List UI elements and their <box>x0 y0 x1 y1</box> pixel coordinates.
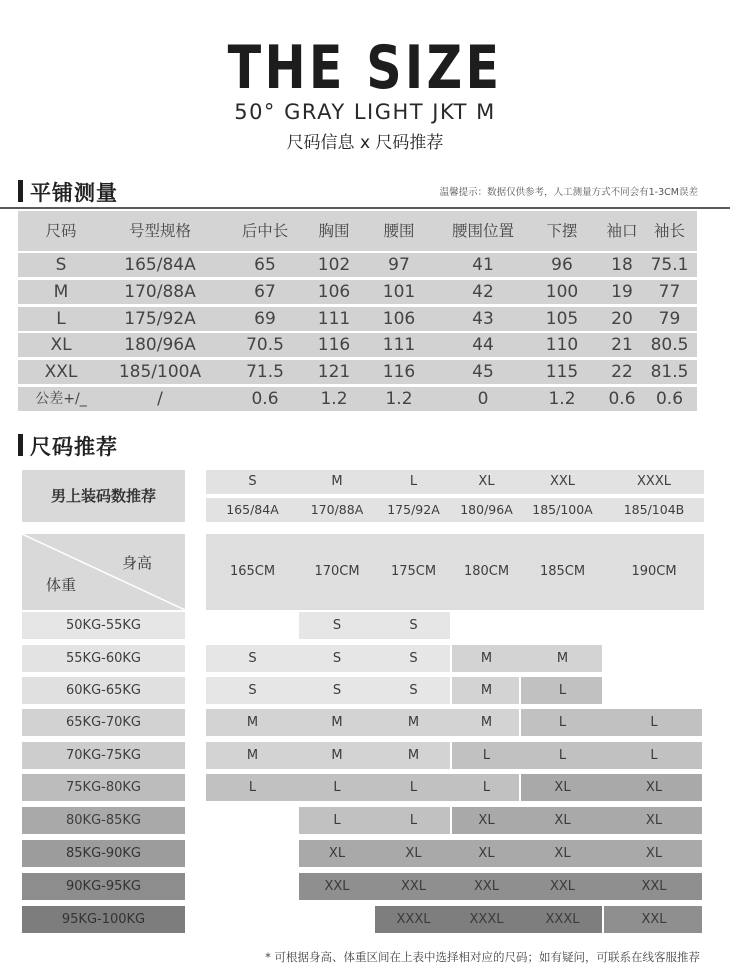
section-title-measure: 平铺测量 <box>30 181 118 205</box>
table-cell: 19 <box>611 281 633 302</box>
table-cell: S <box>55 255 67 275</box>
spec-label: 185/100A <box>532 502 593 517</box>
table-cell: 22 <box>611 362 633 383</box>
size-cell: L <box>558 748 567 763</box>
table-row <box>18 253 697 277</box>
size-cell: M <box>480 651 493 666</box>
weight-label: 80KG-85KG <box>22 807 185 834</box>
table-cell: 45 <box>472 362 494 383</box>
size-cell: M <box>480 683 493 698</box>
table-row <box>18 360 697 384</box>
table-cell: 79 <box>658 308 681 329</box>
table-cell: 67 <box>254 281 276 302</box>
table-cell: 111 <box>382 335 416 356</box>
table-cell: 0.6 <box>251 389 279 409</box>
table-cell: 110 <box>545 335 579 356</box>
measure-note: 温馨提示：数据仅供参考，人工测量方式不同会有1-3CM误差 <box>439 187 698 198</box>
table-cell: 96 <box>551 255 573 275</box>
size-label: XXXL <box>637 474 671 489</box>
size-cell: M <box>246 715 259 730</box>
table-cell: 69 <box>254 308 276 329</box>
table-cell: 165/84A <box>124 255 196 275</box>
size-cell: M <box>407 748 420 763</box>
table-cell: 185/100A <box>118 362 202 383</box>
size-cell: L <box>650 715 658 730</box>
header-cell: 下摆 <box>546 222 578 240</box>
size-label: S <box>248 474 257 489</box>
size-cell: XXXL <box>545 912 580 927</box>
table-cell: 77 <box>658 281 681 302</box>
spec-label: 170/88A <box>310 502 364 517</box>
table-cell: XL <box>50 335 72 356</box>
table-cell: 41 <box>472 255 494 275</box>
table-cell: 0.6 <box>655 389 684 409</box>
table-cell: XXL <box>44 362 78 383</box>
size-cell: L <box>558 683 567 698</box>
table-cell: 18 <box>611 255 633 275</box>
size-cell: L <box>248 780 257 795</box>
header-cell: 腰围位置 <box>451 222 514 240</box>
table-cell: 70.5 <box>246 335 284 356</box>
table-cell: 111 <box>317 308 351 329</box>
table-row <box>18 280 697 304</box>
table-cell: M <box>53 281 69 302</box>
header-cell: 后中长 <box>241 222 289 240</box>
size-cell: XXL <box>641 912 667 927</box>
weight-label: 85KG-90KG <box>22 840 185 867</box>
size-cell: XL <box>645 813 663 828</box>
size-cell: XL <box>478 846 495 861</box>
spec-label: 180/96A <box>460 502 513 517</box>
table-cell: 81.5 <box>650 362 689 383</box>
size-cell: L <box>482 780 491 795</box>
weight-label: 90KG-95KG <box>22 873 185 900</box>
size-cell: XXXL <box>469 912 504 927</box>
table-cell: 公差+/_ <box>35 391 87 407</box>
size-label: XXL <box>549 474 576 489</box>
section-title-recommend: 尺码推荐 <box>30 435 118 459</box>
size-cell: S <box>248 651 257 666</box>
table-cell: 100 <box>545 281 579 302</box>
table-cell: 0.6 <box>608 389 636 409</box>
header-cell: 胸围 <box>318 222 350 240</box>
size-cell: S <box>409 651 418 666</box>
size-cell: XL <box>554 813 571 828</box>
size-cell: XXL <box>400 879 427 894</box>
size-cell: XL <box>554 780 571 795</box>
size-label: M <box>331 474 343 489</box>
table-cell: 1.2 <box>320 389 348 409</box>
table-cell: 43 <box>472 308 494 329</box>
size-cell: M <box>556 651 569 666</box>
section-marker <box>18 434 23 456</box>
table-header <box>18 211 697 251</box>
size-cell: XL <box>554 846 571 861</box>
recommend-label-box <box>22 470 185 522</box>
size-cell: XL <box>645 780 663 795</box>
table-cell: 97 <box>388 255 410 275</box>
size-cell: XXL <box>324 879 350 894</box>
size-cell: M <box>331 715 343 730</box>
table-cell: 106 <box>382 308 416 329</box>
product-name: 50° GRAY LIGHT JKT M <box>234 100 496 124</box>
weight-label: 60KG-65KG <box>22 677 185 704</box>
size-cell: XL <box>405 846 422 861</box>
table-cell: 101 <box>382 281 416 302</box>
table-cell: 75.1 <box>650 255 689 275</box>
size-cell: L <box>482 748 491 763</box>
weight-label: 50KG-55KG <box>22 612 185 639</box>
size-cell: XL <box>645 846 663 861</box>
section-divider <box>0 207 730 209</box>
spec-label: 185/104B <box>623 502 685 517</box>
recommend-label: 男上装码数推荐 <box>50 487 156 505</box>
page-title: THE SIZE <box>227 33 503 103</box>
spec-label: 175/92A <box>387 502 440 517</box>
table-row <box>18 333 697 357</box>
spec-label: 165/84A <box>226 502 279 517</box>
size-cell: L <box>558 715 567 730</box>
table-cell: 65 <box>254 255 276 275</box>
header-cell: 腰围 <box>383 222 415 240</box>
height-label: 165CM <box>229 564 276 579</box>
header-cell: 袖口 <box>606 222 638 240</box>
header-cell: 号型规格 <box>128 222 191 240</box>
weight-label: 70KG-75KG <box>22 742 185 769</box>
size-cell: XXL <box>549 879 576 894</box>
height-label: 175CM <box>390 564 437 579</box>
size-cell: XXXL <box>396 912 431 927</box>
corner-diagonal <box>22 534 185 610</box>
weight-label: 75KG-80KG <box>22 774 185 801</box>
weight-label: 65KG-70KG <box>22 709 185 736</box>
table-cell: 0 <box>477 389 489 409</box>
table-cell: 116 <box>382 362 416 383</box>
table-cell: / <box>157 389 163 409</box>
corner-height-label: 身高 <box>122 554 153 572</box>
table-cell: L <box>56 308 66 329</box>
header-cell: 尺码 <box>45 222 77 240</box>
footnote: * 可根据身高、体重区间在上表中选择相对应的尺码；如有疑问，可联系在线客服推荐 <box>265 950 700 964</box>
size-cell: S <box>332 618 342 633</box>
size-cell: S <box>409 683 418 698</box>
height-label: 180CM <box>463 564 510 579</box>
table-row <box>18 387 697 411</box>
size-cell: XL <box>478 813 495 828</box>
size-cell: S <box>332 683 342 698</box>
section-marker <box>18 180 23 202</box>
height-label: 185CM <box>539 564 586 579</box>
weight-label: 55KG-60KG <box>22 645 185 672</box>
size-cell: S <box>332 651 342 666</box>
table-cell: 105 <box>545 308 579 329</box>
table-cell: 170/88A <box>124 281 196 302</box>
table-cell: 102 <box>317 255 351 275</box>
table-cell: 115 <box>545 362 579 383</box>
height-label: 190CM <box>631 564 677 579</box>
table-cell: 71.5 <box>246 362 284 383</box>
size-cell: S <box>248 683 257 698</box>
size-label: L <box>409 474 418 489</box>
page-subtitle: 尺码信息 x 尺码推荐 <box>286 133 444 153</box>
table-row <box>18 307 697 331</box>
table-cell: 20 <box>611 308 633 329</box>
table-cell: 80.5 <box>650 335 689 356</box>
size-cell: XXL <box>641 879 667 894</box>
size-label: XL <box>478 474 495 489</box>
size-cell: L <box>333 780 341 795</box>
header-cell: 袖长 <box>653 222 685 240</box>
size-cell: L <box>409 813 418 828</box>
size-cell: M <box>246 748 259 763</box>
size-cell: M <box>480 715 493 730</box>
size-cell: S <box>409 618 418 633</box>
size-cell: L <box>409 780 418 795</box>
size-cell: L <box>650 748 658 763</box>
table-cell: 106 <box>317 281 351 302</box>
size-cell: M <box>407 715 420 730</box>
size-cell: M <box>331 748 343 763</box>
table-cell: 1.2 <box>385 389 413 409</box>
corner-weight-label: 体重 <box>46 576 77 594</box>
table-cell: 121 <box>317 362 351 383</box>
corner-cell <box>22 534 185 610</box>
weight-label: 95KG-100KG <box>22 906 185 933</box>
table-cell: 42 <box>472 281 494 302</box>
table-cell: 1.2 <box>548 389 576 409</box>
table-cell: 116 <box>317 335 351 356</box>
table-cell: 175/92A <box>124 308 196 329</box>
size-cell: XXL <box>473 879 500 894</box>
height-label: 170CM <box>314 564 360 579</box>
size-cell: L <box>333 813 341 828</box>
table-cell: 21 <box>611 335 633 356</box>
table-cell: 180/96A <box>124 335 196 356</box>
table-cell: 44 <box>472 335 494 356</box>
size-cell: XL <box>328 846 346 861</box>
